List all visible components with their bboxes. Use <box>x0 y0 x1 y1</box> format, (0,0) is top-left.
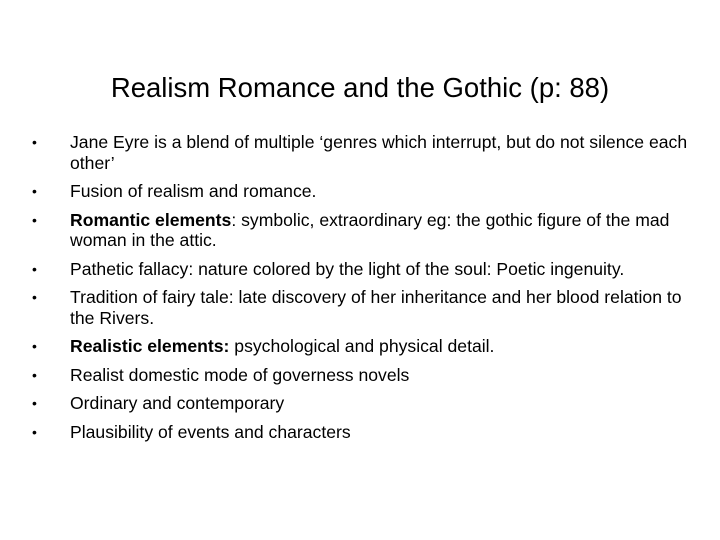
bullet-dot-icon: • <box>32 260 37 277</box>
bullet-item <box>32 283 692 332</box>
bullet-text: psychological and physical detail. <box>229 336 495 356</box>
bullet-item <box>32 255 692 284</box>
bullet-text: Jane Eyre is a blend of multiple ‘genres which interrupt, but do not silence each other’ <box>70 132 688 173</box>
bullet-item <box>32 332 692 361</box>
bullet-dot-icon: • <box>32 395 37 411</box>
bullet-text: Tradition of fairy tale: late discovery of her inheritance and her blood relation to the Rivers. <box>70 287 682 328</box>
bullet-item <box>32 418 692 447</box>
slide-title: Realism Romance and the Gothic (p: 88) <box>110 72 610 104</box>
bullet-dot-icon: • <box>32 338 37 354</box>
bullet-lead: Realistic elements: <box>70 336 230 356</box>
bullet-text: Ordinary and contemporary <box>70 393 285 413</box>
bullet-item <box>32 361 692 390</box>
bullet-dot-icon: • <box>32 183 37 199</box>
bullet-text: Realist domestic mode of governess novels <box>70 364 410 385</box>
bullet-text: Plausibility of events and characters <box>70 421 351 442</box>
bullet-item <box>32 128 692 177</box>
bullet-text: : symbolic, extraordinary eg: the gothic figure of the mad woman in the attic. <box>70 209 670 250</box>
bullet-item <box>32 177 692 206</box>
bullet-item <box>32 389 692 418</box>
bullet-item <box>32 206 692 255</box>
bullet-dot-icon: • <box>32 366 37 383</box>
bullet-dot-icon: • <box>32 134 37 150</box>
bullet-lead: Romantic elements <box>70 209 232 230</box>
bullet-text: Pathetic fallacy: nature colored by the light of the soul: Poetic ingenuity. <box>70 258 625 279</box>
bullet-dot-icon: • <box>32 423 37 440</box>
bullet-text: Fusion of realism and romance. <box>70 181 317 201</box>
bullet-dot-icon: • <box>32 289 37 305</box>
bullet-list <box>32 128 692 446</box>
bullet-dot-icon: • <box>32 211 37 228</box>
